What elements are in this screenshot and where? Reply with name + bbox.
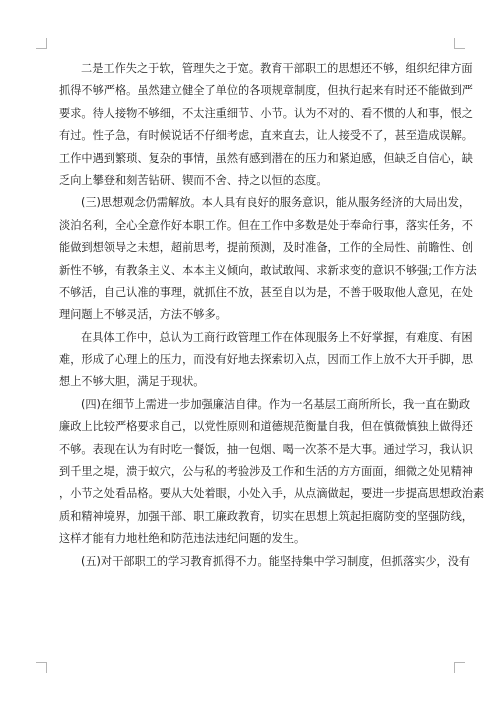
- paragraph-section-four: [59, 394, 485, 551]
- document-body: [59, 58, 485, 573]
- paragraph-specific-work: [59, 327, 473, 394]
- section-heading-line: (三)思想观念仍需解放。本人具有良好的服务意识，能从服务经济的大局出发，: [81, 196, 471, 210]
- text-line: 有过。性子急，有时候说话不仔细考虑，直来直去，让人接受不了，甚至造成误解。: [59, 129, 473, 143]
- text-line: 淡泊名利，全心全意作好本职工作。但在工作中多数是处于奉命行事，落实任务，不: [59, 218, 473, 232]
- paragraph-section-five: [59, 551, 471, 573]
- text-line: 质和精神境界，加强干部、职工廉政教育，切实在思想上筑起拒腐防变的坚强防线，: [59, 509, 473, 523]
- text-line: 抓得不够严格。虽然建立健全了单位的各项规章制度，但执行起来有时还不能做到严: [59, 84, 473, 98]
- crop-mark-top-left: [36, 38, 47, 49]
- text-line: 二是工作失之于软，管理失之于宽。教育干部职工的思想还不够，组织纪律方面: [81, 62, 473, 75]
- paragraph-section-three: [59, 192, 477, 326]
- text-line: 不够。表现在认为有时吃一餐饭，抽一包烟、喝一次茶不是大事。通过学习，我认识: [59, 442, 473, 456]
- text-line: 这样才能有力地杜绝和防范违法违纪问题的发生。: [59, 532, 306, 546]
- section-heading-line: (四)在细节上需进一步加强廉洁自律。作为一名基层工商所所长，我一直在勤政: [81, 397, 471, 411]
- text-line: 乏向上攀登和刻苦钻研、锲而不舍、持之以恒的态度。: [59, 173, 328, 187]
- text-line: 要求。待人接物不够细，不太注重细节、小节。认为不对的、看不惯的人和事，恨之: [59, 106, 473, 120]
- text-line: 想上不够大胆，满足于现状。: [59, 375, 205, 389]
- text-line: 在具体工作中，总认为工商行政管理工作在体现服务上不好掌握，有难度、有困: [81, 330, 473, 344]
- section-heading-line: (五)对干部职工的学习教育抓得不力。能坚持集中学习制度，但抓落实少，没有: [81, 554, 471, 568]
- crop-mark-top-right: [454, 38, 465, 49]
- text-line: 新性不够，有教条主义、本本主义倾向，敢试敢闯、求新求变的意识不够强;工作方法: [59, 263, 477, 277]
- text-line: 能做到想领导之未想，超前思考，提前预测，及时准备，工作的全局性、前瞻性、创: [59, 241, 473, 255]
- text-line: 理问题上不够灵活，方法不够多。: [59, 308, 227, 322]
- text-line: ，小节之处看品格。要从大处着眼，小处入手，从点滴做起，要进一步提高思想政治素: [59, 487, 485, 501]
- text-line: 难，形成了心理上的压力，而没有好地去探索切入点，因而工作上放不大开手脚，思: [59, 353, 473, 367]
- crop-mark-bottom-right: [454, 662, 465, 673]
- text-line: 廉政上比较严格要求自己，以党性原则和道德规范衡量自我，但在慎微慎独上做得还: [59, 420, 473, 434]
- text-line: 到千里之堤，溃于蚁穴，公与私的考验涉及工作和生活的方方面面，细微之处见精神: [59, 465, 473, 479]
- paragraph-work-attitude: [59, 58, 473, 192]
- crop-mark-bottom-left: [36, 662, 47, 673]
- text-line: 不够活，自己认准的事理，就抓住不放，甚至自以为是，不善于吸取他人意见，在处: [59, 285, 473, 299]
- text-line: 工作中遇到繁琐、复杂的事情，虽然有感到潜在的压力和紧迫感，但缺乏自信心，缺: [59, 151, 473, 165]
